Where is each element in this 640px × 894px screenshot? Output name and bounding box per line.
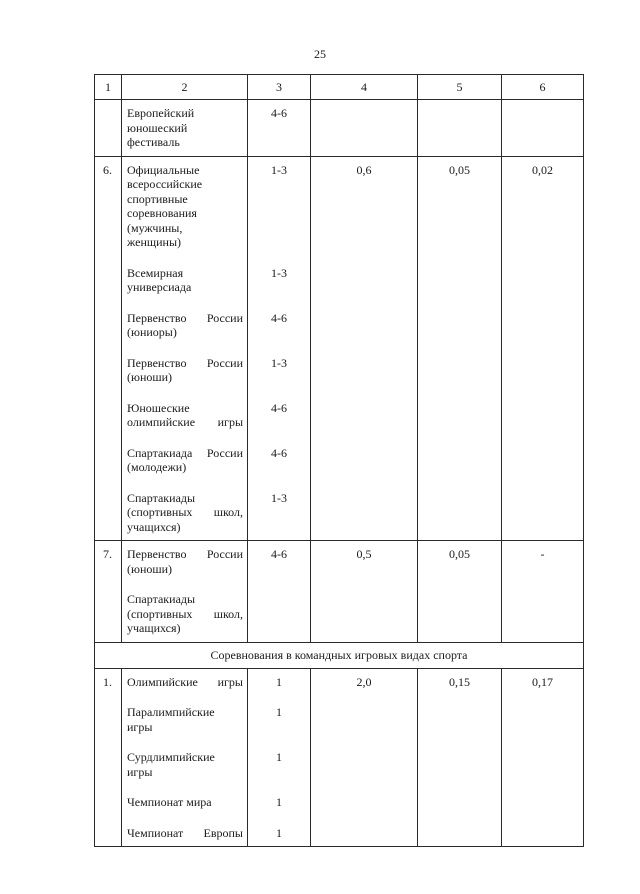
competition-names-cell [122, 156, 248, 541]
header-cell: 5 [418, 75, 502, 100]
coefficient-col5: 0,05 [418, 156, 502, 541]
place-value: 1 [276, 674, 282, 689]
coefficient-col4: 2,0 [311, 668, 418, 847]
place-value: 4-6 [271, 106, 287, 120]
section-row [95, 642, 584, 668]
competition-name-line: Первенство России [127, 355, 243, 370]
place-cell [248, 541, 311, 643]
competition-name-line: Спартакиады [127, 490, 196, 505]
competition-name-line: соревнования [127, 206, 197, 220]
place-value: 1 [276, 750, 282, 764]
place-value: 1 [276, 705, 282, 719]
place-value: 1 [276, 825, 282, 840]
competition-name-line: фестиваль [127, 135, 180, 149]
competition-names-cell [122, 668, 248, 847]
competition-name-line: (спортивных школ, [127, 505, 243, 519]
place-cell [248, 100, 311, 157]
competition-name [127, 311, 243, 340]
row-number: 1. [95, 668, 122, 847]
coefficient-col6: - [502, 541, 584, 643]
coefficient-col6: 0,02 [502, 156, 584, 541]
competition-name-line: всероссийские [127, 177, 203, 191]
row-number [95, 100, 122, 157]
header-row [95, 75, 584, 100]
competition-name [127, 163, 243, 250]
place-value: 4-6 [271, 445, 287, 460]
competition-name-line: универсиада [127, 280, 192, 294]
coefficient-col5: 0,05 [418, 541, 502, 643]
competition-name-line: учащихся) [127, 519, 181, 534]
header-cell: 2 [122, 75, 248, 100]
competition-name-line: (юноши) [127, 561, 173, 576]
competition-name-line: Олимпийские игры [127, 674, 243, 689]
competition-name [127, 675, 243, 690]
competition-name-line: Юношеские [127, 400, 190, 415]
competition-name [127, 705, 243, 734]
competition-name-line: олимпийские игры [127, 415, 243, 429]
coefficient-col5: 0,15 [418, 668, 502, 847]
competition-name [127, 106, 243, 150]
competition-names-cell [122, 541, 248, 643]
coefficient-col6: 0,17 [502, 668, 584, 847]
header-cell: 3 [248, 75, 311, 100]
header-cell: 6 [502, 75, 584, 100]
competition-name-line: игры [127, 764, 153, 779]
competition-name [127, 795, 243, 810]
competition-name-line: женщины) [127, 235, 182, 249]
place-value: 1-3 [271, 162, 287, 177]
row-number: 7. [95, 541, 122, 643]
competition-name [127, 446, 243, 475]
competition-name-line: Европейский [127, 106, 195, 120]
coefficient-col5 [418, 100, 502, 157]
competition-names-cell [122, 100, 248, 157]
competition-name [127, 750, 243, 779]
competition-name [127, 401, 243, 430]
place-value: 1 [276, 795, 282, 809]
table-row [95, 541, 584, 643]
section-title: Соревнования в командных игровых видах спорта [95, 642, 584, 668]
competition-name-line: Чемпионат Европы [127, 825, 243, 840]
row-number: 6. [95, 156, 122, 541]
competition-name-line: Спартакиады [127, 592, 196, 606]
table-row [95, 156, 584, 541]
competition-name-line: Первенство России [127, 547, 243, 561]
header-cell: 1 [95, 75, 122, 100]
place-value: 4-6 [271, 400, 287, 415]
coefficient-col6 [502, 100, 584, 157]
competition-name-line: спортивные [127, 191, 188, 206]
competition-name-line: Всемирная [127, 265, 184, 280]
coefficient-col4: 0,6 [311, 156, 418, 541]
place-cell [248, 156, 311, 541]
competition-table [94, 74, 584, 847]
competition-name-line: (молодежи) [127, 460, 187, 474]
competition-name-line: (спортивных школ, [127, 606, 243, 621]
competition-name [127, 266, 243, 295]
table-row [95, 100, 584, 157]
header-cell: 4 [311, 75, 418, 100]
competition-name-line: Первенство России [127, 310, 243, 325]
place-value [248, 592, 310, 636]
competition-name [127, 356, 243, 385]
place-cell [248, 668, 311, 847]
place-value: 1-3 [271, 265, 287, 280]
coefficient-col4 [311, 100, 418, 157]
competition-name [127, 491, 243, 535]
page-number: 25 [314, 47, 326, 61]
competition-name-line: Чемпионат мира [127, 795, 212, 809]
competition-name-line: (мужчины, [127, 220, 183, 235]
coefficient-col4: 0,5 [311, 541, 418, 643]
table-row [95, 668, 584, 847]
competition-name [127, 547, 243, 576]
competition-name-line: (юноши) [127, 370, 173, 384]
competition-name-line: (юниоры) [127, 325, 177, 339]
competition-name [127, 826, 243, 841]
place-value: 4-6 [271, 310, 287, 325]
competition-name-line: игры [127, 719, 153, 734]
competition-name-line: юношеский [127, 120, 188, 135]
competition-name [127, 592, 243, 636]
competition-name-line: Официальные [127, 162, 200, 177]
competition-name-line: Сурдлимпийские [127, 750, 215, 764]
place-value: 1-3 [271, 355, 287, 370]
competition-name-line: Паралимпийские [127, 705, 215, 719]
place-value: 4-6 [271, 547, 287, 561]
place-value: 1-3 [271, 490, 287, 505]
competition-name-line: Спартакиада России [127, 445, 243, 460]
competition-name-line: учащихся) [127, 621, 181, 635]
